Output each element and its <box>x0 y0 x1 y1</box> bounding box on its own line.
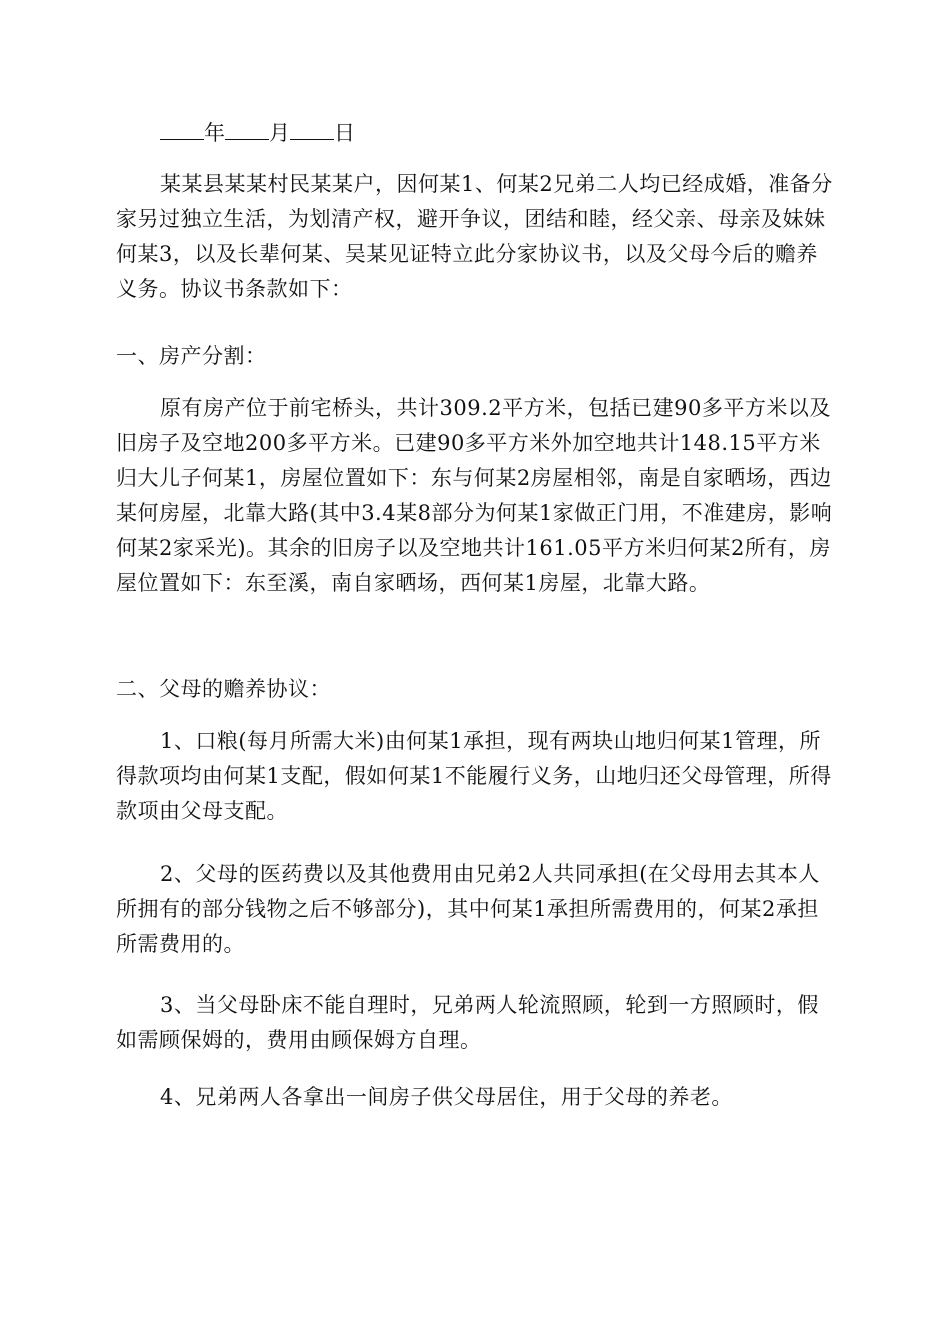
month-blank <box>225 115 269 140</box>
item-1-paragraph: 1、口粮(每月所需大米)由何某1承担，现有两块山地归何某1管理，所得款项均由何某1支配，假如何某1不能履行义务，山地归还父母管理，所得款项由父母支配。 <box>116 729 832 823</box>
year-blank <box>160 115 204 140</box>
intro-paragraph: 某某县某某村民某某户，因何某1、何某2兄弟二人均已经成婚，准备分家另过独立生活，为划清产权，避开争议，团结和睦，经父亲、母亲及妹妹何某3，以及长辈何某、吴某见证特立此分家协议书，以及父母今后的赡养义务。协议书条款如下： <box>116 172 833 301</box>
item-2-paragraph: 2、父母的医药费以及其他费用由兄弟2人共同承担(在父母用去其本人所拥有的部分钱物之后不够部分)，其中何某1承担所需费用的，何某2承担所需费用的。 <box>116 862 820 956</box>
day-label: 日 <box>334 121 355 145</box>
item-4-paragraph: 4、兄弟两人各拿出一间房子供父母居住，用于父母的养老。 <box>160 1085 733 1109</box>
date-line <box>160 115 355 151</box>
item-3-paragraph: 3、当父母卧床不能自理时，兄弟两人轮流照顾，轮到一方照顾时，假如需顾保姆的，费用由顾保姆方自理。 <box>116 993 819 1052</box>
section2-heading: 二、父母的赡养协议： <box>116 677 331 701</box>
section1-body: 原有房产位于前宅桥头，共计309.2平方米，包括已建90多平方米以及旧房子及空地200多平方米。已建90多平方米外加空地共计148.15平方米归大儿子何某1，房屋位置如下：东与何某2房屋相邻，南是自家晒场，西边某何房屋，北靠大路(其中3.4某8部分为何某1家做正门用，不准建房，影响何某2家采光)。其余的旧房子以及空地共计161.05平方米归何某2所有，房屋位置如下：东至溪，南自家晒场，西何某1房屋，北靠大路。 <box>116 396 833 595</box>
day-blank <box>290 115 334 140</box>
section1-heading: 一、房产分割： <box>116 344 267 368</box>
month-label: 月 <box>269 121 290 145</box>
year-label: 年 <box>204 121 225 145</box>
